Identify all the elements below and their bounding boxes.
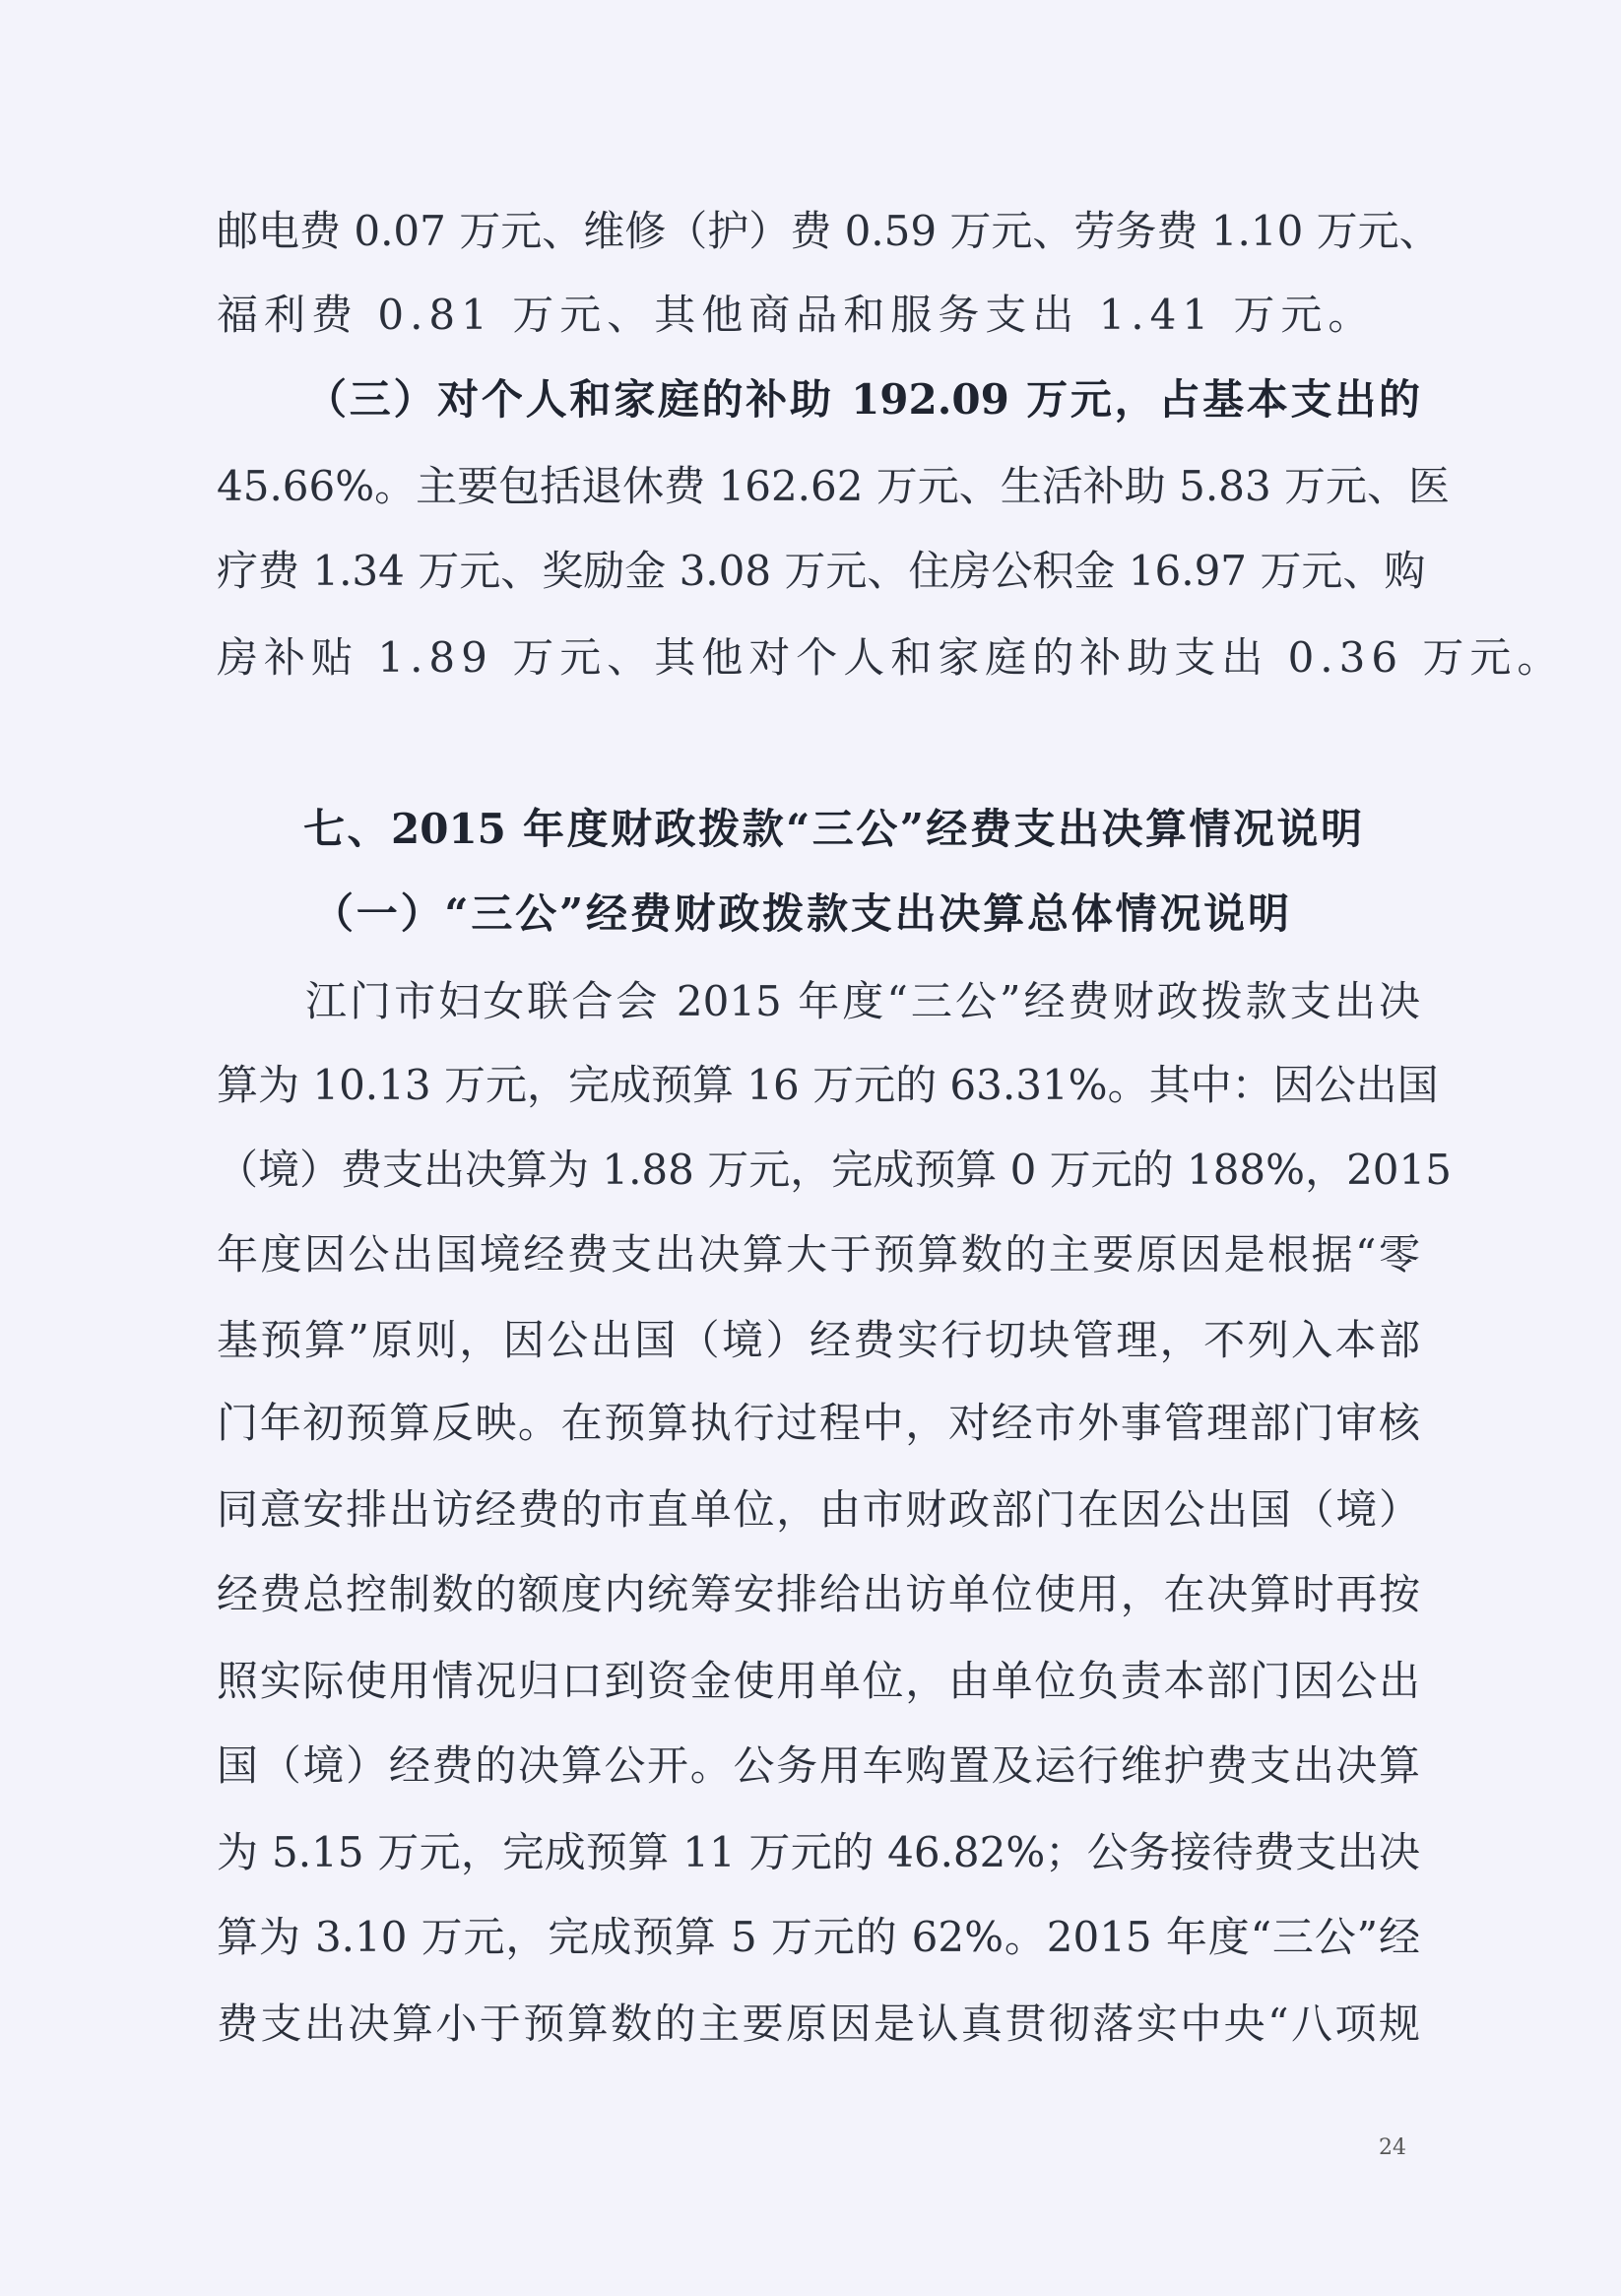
p3-line: 年度因公出国境经费支出决算大于预算数的主要原因是根据“零 <box>217 1230 1420 1279</box>
p2-line: （三）对个人和家庭的补助 192.09 万元，占基本支出的 <box>305 375 1420 424</box>
p3-line: 费支出决算小于预算数的主要原因是认真贯彻落实中央“八项规 <box>217 2000 1420 2048</box>
p3-line: 算为 10.13 万元，完成预算 16 万元的 63.31%。其中：因公出国 <box>217 1061 1439 1109</box>
p3-line: 经费总控制数的额度内统筹安排给出访单位使用，在决算时再按 <box>217 1570 1420 1618</box>
p1-line: 邮电费 0.07 万元、维修（护）费 0.59 万元、劳务费 1.10 万元、 <box>217 207 1441 255</box>
page-number: 24 <box>1379 2135 1406 2160</box>
p2-line: 45.66%。主要包括退休费 162.62 万元、生活补助 5.83 万元、医 <box>217 462 1451 510</box>
p3-line: 算为 3.10 万元，完成预算 5 万元的 62%。2015 年度“三公”经 <box>217 1913 1420 1961</box>
p3-line: 照实际使用情况归口到资金使用单位，由单位负责本部门因公出 <box>217 1657 1420 1705</box>
p3-line: 基预算”原则，因公出国（境）经费实行切块管理，不列入本部 <box>217 1316 1420 1364</box>
p3-line: 江门市妇女联合会 2015 年度“三公”经费财政拨款支出决 <box>305 977 1420 1025</box>
subsection-heading: （一）“三公”经费财政拨款支出决算总体情况说明 <box>312 889 1289 938</box>
p3-line: 国（境）经费的决算公开。公务用车购置及运行维护费支出决算 <box>217 1741 1420 1790</box>
p2-line: 房补贴 1.89 万元、其他对个人和家庭的补助支出 0.36 万元。 <box>217 633 1565 682</box>
p2-line: 疗费 1.34 万元、奖励金 3.08 万元、住房公积金 16.97 万元、购 <box>217 547 1426 595</box>
p1-line: 福利费 0.81 万元、其他商品和服务支出 1.41 万元。 <box>217 291 1376 339</box>
p3-line: （境）费支出决算为 1.88 万元，完成预算 0 万元的 188%，2015 <box>217 1146 1452 1194</box>
p3-line: 同意安排出访经费的市直单位，由市财政部门在因公出国（境） <box>217 1485 1420 1534</box>
section-heading: 七、2015 年度财政拨款“三公”经费支出决算情况说明 <box>303 805 1362 853</box>
p3-line: 为 5.15 万元，完成预算 11 万元的 46.82%；公务接待费支出决 <box>217 1828 1420 1876</box>
p3-line: 门年初预算反映。在预算执行过程中，对经市外事管理部门审核 <box>217 1399 1420 1447</box>
